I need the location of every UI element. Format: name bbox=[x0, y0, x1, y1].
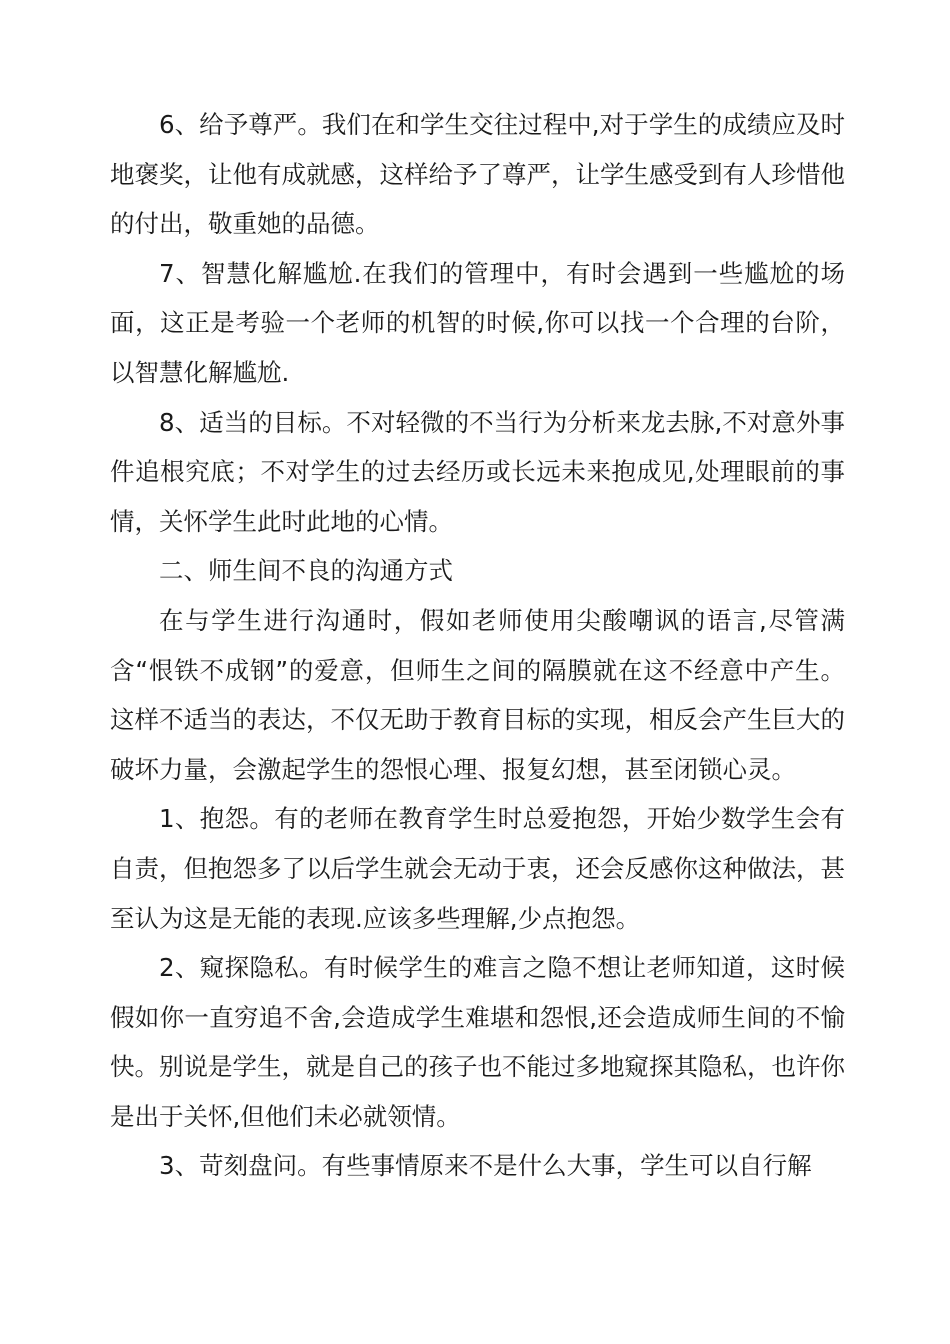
paragraph-item-2-prying-privacy: 2、窥探隐私。有时候学生的难言之隐不想让老师知道，这时候假如你一直穷追不舍,会造成学生难堪和怨恨,还会造成师生间的不愉快。别说是学生，就是自己的孩子也不能过多地窥探其隐私，也许你是出于关怀,但他们未必就领情。 bbox=[110, 953, 845, 1131]
paragraph-item-8-appropriate-goals: 8、适当的目标。不对轻微的不当行为分析来龙去脉,不对意外事件追根究底；不对学生的过去经历或长远未来抱成见,处理眼前的事情，关怀学生此时此地的心情。 bbox=[110, 407, 845, 536]
section-heading-bad-communication: 二、师生间不良的沟通方式 bbox=[159, 556, 453, 586]
paragraph-section-intro: 在与学生进行沟通时，假如老师使用尖酸嘲讽的语言,尽管满含“恨铁不成钢”的爱意，但师生之间的隔膜就在这不经意中产生。这样不适当的表达，不仅无助于教育目标的实现，相反会产生巨大的破坏力量，会激起学生的怨恨心理、报复幻想，甚至闭锁心灵。 bbox=[110, 605, 845, 784]
paragraph-item-7-resolve-embarrassment: 7、智慧化解尴尬.在我们的管理中，有时会遇到一些尴尬的场面，这正是考验一个老师的机智的时候,你可以找一个合理的台阶，以智慧化解尴尬. bbox=[110, 258, 845, 387]
paragraph-item-3-harsh-questioning: 3、苛刻盘问。有些事情原来不是什么大事，学生可以自行解 bbox=[159, 1151, 812, 1181]
document-body bbox=[110, 100, 845, 1191]
paragraph-item-6-dignity: 6、给予尊严。我们在和学生交往过程中,对于学生的成绩应及时地褒奖，让他有成就感，这样给予了尊严，让学生感受到有人珍惜他的付出，敬重她的品德。 bbox=[110, 110, 845, 239]
paragraph-item-1-complaining: 1、抱怨。有的老师在教育学生时总爱抱怨，开始少数学生会有自责，但抱怨多了以后学生就会无动于衷，还会反感你这种做法，甚至认为这是无能的表现.应该多些理解,少点抱怨。 bbox=[110, 804, 845, 933]
